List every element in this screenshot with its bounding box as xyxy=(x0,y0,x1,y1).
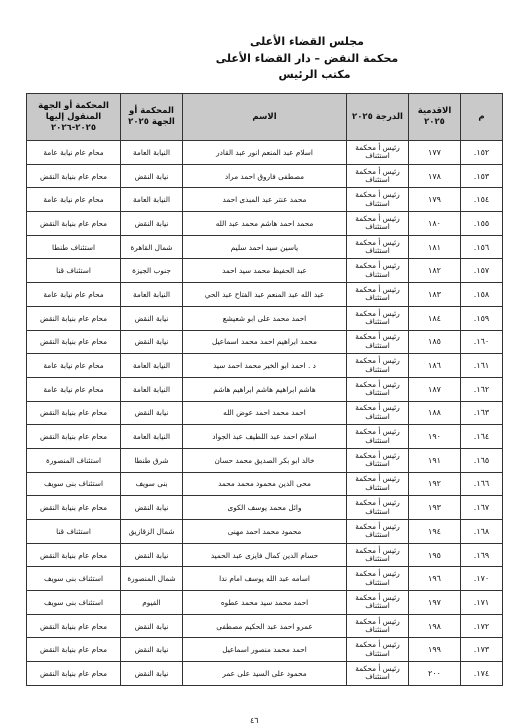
row-number: ١٧٢. xyxy=(461,614,503,638)
court-cell: الفيوم xyxy=(121,591,183,615)
transfer-cell: استئناف بنى سويف xyxy=(27,591,121,615)
seniority-cell: ١٩٧ xyxy=(409,591,461,615)
transfer-cell: استئناف قنا xyxy=(27,520,121,544)
transfer-cell: محام عام نيابة عامة xyxy=(27,354,121,378)
col-header-degree: الدرجة ٢٠٢٥ xyxy=(347,94,409,141)
name-cell: حسام الدين كمال فايزى عبد الحميد xyxy=(183,543,347,567)
row-number: ١٦٧. xyxy=(461,496,503,520)
degree-cell: رئيس أ محكمة استئناف xyxy=(347,591,409,615)
degree-cell: رئيس أ محكمة استئناف xyxy=(347,188,409,212)
row-number: ١٧٣. xyxy=(461,638,503,662)
row-number: ١٧١. xyxy=(461,591,503,615)
row-number: ١٥٣. xyxy=(461,164,503,188)
degree-cell: رئيس أ محكمة استئناف xyxy=(347,141,409,165)
court-cell: نيابة النقض xyxy=(121,401,183,425)
court-cell: النيابة العامة xyxy=(121,283,183,307)
court-cell: النيابة العامة xyxy=(121,354,183,378)
name-cell: اسلام عبد المنعم انور عبد القادر xyxy=(183,141,347,165)
transfer-cell: محام عام بنيابة النقض xyxy=(27,330,121,354)
name-cell: محمد احمد هاشم محمد عبد الله xyxy=(183,212,347,236)
court-cell: نيابة النقض xyxy=(121,330,183,354)
table-row xyxy=(27,330,503,354)
row-number: ١٥٦. xyxy=(461,235,503,259)
court-cell: النيابة العامة xyxy=(121,377,183,401)
transfer-cell: محام عام نيابة عامة xyxy=(27,283,121,307)
degree-cell: رئيس أ محكمة استئناف xyxy=(347,401,409,425)
court-cell: بنى سويف xyxy=(121,472,183,496)
table-row xyxy=(27,472,503,496)
row-number: ١٥٥. xyxy=(461,212,503,236)
col-header-court: المحكمة أو الجهة ٢٠٢٥ xyxy=(121,94,183,141)
name-cell: اسامه عبد الله يوسف امام ندا xyxy=(183,567,347,591)
seniority-cell: ١٧٨ xyxy=(409,164,461,188)
col-header-seniority: الاقدمية ٢٠٢٥ xyxy=(409,94,461,141)
court-cell: شمال القاهرة xyxy=(121,235,183,259)
transfer-cell: محام عام بنيابة النقض xyxy=(27,306,121,330)
name-cell: اسلام احمد عبد اللطيف عبد الجواد xyxy=(183,425,347,449)
row-number: ١٦٤. xyxy=(461,425,503,449)
table-row xyxy=(27,662,503,686)
table-row xyxy=(27,425,503,449)
row-number: ١٦٢. xyxy=(461,377,503,401)
seniority-cell: ١٨٥ xyxy=(409,330,461,354)
seniority-cell: ١٨٣ xyxy=(409,283,461,307)
name-cell: خالد ابو بكر الصديق محمد حسان xyxy=(183,448,347,472)
name-cell: احمد محمد سيد محمد عطوه xyxy=(183,591,347,615)
office-title: مكتب الرئيس xyxy=(278,68,351,81)
name-cell: د . احمد ابو الخير محمد احمد سيد xyxy=(183,354,347,378)
name-cell: احمد محمد على ابو شعيشع xyxy=(183,306,347,330)
row-number: ١٦٨. xyxy=(461,520,503,544)
table-row xyxy=(27,638,503,662)
table-row xyxy=(27,377,503,401)
transfer-cell: محام عام بنيابة النقض xyxy=(27,638,121,662)
seniority-cell: ١٩٨ xyxy=(409,614,461,638)
transfer-cell: محام عام نيابة عامة xyxy=(27,377,121,401)
row-number: ١٦٣. xyxy=(461,401,503,425)
seniority-cell: ١٧٩ xyxy=(409,188,461,212)
degree-cell: رئيس أ محكمة استئناف xyxy=(347,638,409,662)
row-number: ١٥٨. xyxy=(461,283,503,307)
table-row xyxy=(27,188,503,212)
court-cell: نيابة النقض xyxy=(121,638,183,662)
degree-cell: رئيس أ محكمة استئناف xyxy=(347,567,409,591)
page-number: ٤٦ xyxy=(250,716,259,725)
name-cell: محمد عنتر عبد المبدى احمد xyxy=(183,188,347,212)
transfer-cell: محام عام بنيابة النقض xyxy=(27,543,121,567)
degree-cell: رئيس أ محكمة استئناف xyxy=(347,425,409,449)
degree-cell: رئيس أ محكمة استئناف xyxy=(347,377,409,401)
table-row xyxy=(27,520,503,544)
seniority-cell: ١٨٧ xyxy=(409,377,461,401)
transfer-cell: محام عام بنيابة النقض xyxy=(27,425,121,449)
seniority-cell: ١٧٧ xyxy=(409,141,461,165)
seniority-cell: ١٨٨ xyxy=(409,401,461,425)
court-cell: نيابة النقض xyxy=(121,543,183,567)
name-cell: محى الدين محمود محمد محمد xyxy=(183,472,347,496)
council-title: مجلس القضاء الأعلى xyxy=(250,35,364,48)
table-row xyxy=(27,567,503,591)
name-cell: وائل محمد يوسف الكوى xyxy=(183,496,347,520)
name-cell: عبد الحفيظ محمد سيد احمد xyxy=(183,259,347,283)
row-number: ١٥٢. xyxy=(461,141,503,165)
table-row xyxy=(27,212,503,236)
transfer-cell: استئناف المنصورة xyxy=(27,448,121,472)
degree-cell: رئيس أ محكمة استئناف xyxy=(347,472,409,496)
name-cell: عمرو احمد عبد الحكيم مصطفى xyxy=(183,614,347,638)
name-cell: احمد محمد احمد عوض الله xyxy=(183,401,347,425)
transfer-cell: محام عام بنيابة النقض xyxy=(27,164,121,188)
transfer-cell: استئناف قنا xyxy=(27,259,121,283)
court-cell: النيابة العامة xyxy=(121,141,183,165)
name-cell: ياسين سيد احمد سليم xyxy=(183,235,347,259)
seniority-cell: ١٩٤ xyxy=(409,520,461,544)
name-cell: احمد محمد منصور اسماعيل xyxy=(183,638,347,662)
degree-cell: رئيس أ محكمة استئناف xyxy=(347,283,409,307)
transfer-cell: محام عام بنيابة النقض xyxy=(27,212,121,236)
seniority-cell: ١٨٢ xyxy=(409,259,461,283)
col-header-name: الاسم xyxy=(183,94,347,141)
row-number: ١٦٠. xyxy=(461,330,503,354)
row-number: ١٦٩. xyxy=(461,543,503,567)
name-cell: عبد الله عبد المنعم عبد الفتاح عبد الحي xyxy=(183,283,347,307)
seniority-cell: ١٨٦ xyxy=(409,354,461,378)
name-cell: مصطفى فاروق احمد مراد xyxy=(183,164,347,188)
row-number: ١٧٤. xyxy=(461,662,503,686)
table-row xyxy=(27,354,503,378)
table-row xyxy=(27,306,503,330)
row-number: ١٧٠. xyxy=(461,567,503,591)
row-number: ١٥٩. xyxy=(461,306,503,330)
court-cell: نيابة النقض xyxy=(121,164,183,188)
judges-table xyxy=(26,93,503,686)
court-cell: نيابة النقض xyxy=(121,496,183,520)
seniority-cell: ١٨٤ xyxy=(409,306,461,330)
court-cell: شمال المنصورة xyxy=(121,567,183,591)
table-header-row xyxy=(27,94,503,141)
seniority-cell: ١٨٠ xyxy=(409,212,461,236)
row-number: ١٥٧. xyxy=(461,259,503,283)
seniority-cell: ١٩٣ xyxy=(409,496,461,520)
transfer-cell: محام عام بنيابة النقض xyxy=(27,401,121,425)
seniority-cell: ١٩١ xyxy=(409,448,461,472)
court-cell: نيابة النقض xyxy=(121,212,183,236)
seniority-cell: ١٩٥ xyxy=(409,543,461,567)
table-row xyxy=(27,401,503,425)
row-number: ١٦٥. xyxy=(461,448,503,472)
transfer-cell: استئناف طنطا xyxy=(27,235,121,259)
name-cell: محمد ابراهيم احمد محمد اسماعيل xyxy=(183,330,347,354)
table-row xyxy=(27,496,503,520)
court-cell: شمال الزقازيق xyxy=(121,520,183,544)
seniority-cell: ٢٠٠ xyxy=(409,662,461,686)
seniority-cell: ١٩٦ xyxy=(409,567,461,591)
table-row xyxy=(27,614,503,638)
transfer-cell: استئناف بنى سويف xyxy=(27,472,121,496)
name-cell: هاشم ابراهيم هاشم ابراهيم هاشم xyxy=(183,377,347,401)
col-header-m: م xyxy=(461,94,503,141)
degree-cell: رئيس أ محكمة استئناف xyxy=(347,235,409,259)
court-cell: جنوب الجيزة xyxy=(121,259,183,283)
table-row xyxy=(27,164,503,188)
degree-cell: رئيس أ محكمة استئناف xyxy=(347,259,409,283)
degree-cell: رئيس أ محكمة استئناف xyxy=(347,614,409,638)
court-cell: شرق طنطا xyxy=(121,448,183,472)
table-body xyxy=(27,141,503,686)
transfer-cell: محام عام بنيابة النقض xyxy=(27,662,121,686)
table-row xyxy=(27,543,503,567)
table-row xyxy=(27,591,503,615)
transfer-cell: محام عام نيابة عامة xyxy=(27,188,121,212)
court-title: محكمة النقض – دار القضاء الأعلى xyxy=(215,51,399,65)
name-cell: محمود محمد احمد مهنى xyxy=(183,520,347,544)
court-cell: نيابة النقض xyxy=(121,614,183,638)
court-cell: نيابة النقض xyxy=(121,306,183,330)
degree-cell: رئيس أ محكمة استئناف xyxy=(347,543,409,567)
table-row xyxy=(27,259,503,283)
degree-cell: رئيس أ محكمة استئناف xyxy=(347,306,409,330)
table-row xyxy=(27,141,503,165)
row-number: ١٥٤. xyxy=(461,188,503,212)
court-cell: النيابة العامة xyxy=(121,188,183,212)
degree-cell: رئيس أ محكمة استئناف xyxy=(347,662,409,686)
seniority-cell: ١٩٩ xyxy=(409,638,461,662)
degree-cell: رئيس أ محكمة استئناف xyxy=(347,354,409,378)
name-cell: محمود على السيد على عمر xyxy=(183,662,347,686)
transfer-cell: استئناف بنى سويف xyxy=(27,567,121,591)
seniority-cell: ١٨١ xyxy=(409,235,461,259)
degree-cell: رئيس أ محكمة استئناف xyxy=(347,330,409,354)
table-row xyxy=(27,283,503,307)
row-number: ١٦١. xyxy=(461,354,503,378)
degree-cell: رئيس أ محكمة استئناف xyxy=(347,212,409,236)
seniority-cell: ١٩٠ xyxy=(409,425,461,449)
table-row xyxy=(27,448,503,472)
degree-cell: رئيس أ محكمة استئناف xyxy=(347,448,409,472)
degree-cell: رئيس أ محكمة استئناف xyxy=(347,164,409,188)
transfer-cell: محام عام نيابة عامة xyxy=(27,141,121,165)
seniority-cell: ١٩٢ xyxy=(409,472,461,496)
row-number: ١٦٦. xyxy=(461,472,503,496)
degree-cell: رئيس أ محكمة استئناف xyxy=(347,496,409,520)
transfer-cell: محام عام بنيابة النقض xyxy=(27,614,121,638)
col-header-transfer: المحكمة أو الجهة المنقول إليها ٢٠٢٥-٢٠٢٦ xyxy=(27,94,121,141)
degree-cell: رئيس أ محكمة استئناف xyxy=(347,520,409,544)
document-header xyxy=(0,34,524,84)
court-cell: نيابة النقض xyxy=(121,662,183,686)
court-cell: النيابة العامة xyxy=(121,425,183,449)
table-row xyxy=(27,235,503,259)
transfer-cell: محام عام بنيابة النقض xyxy=(27,496,121,520)
